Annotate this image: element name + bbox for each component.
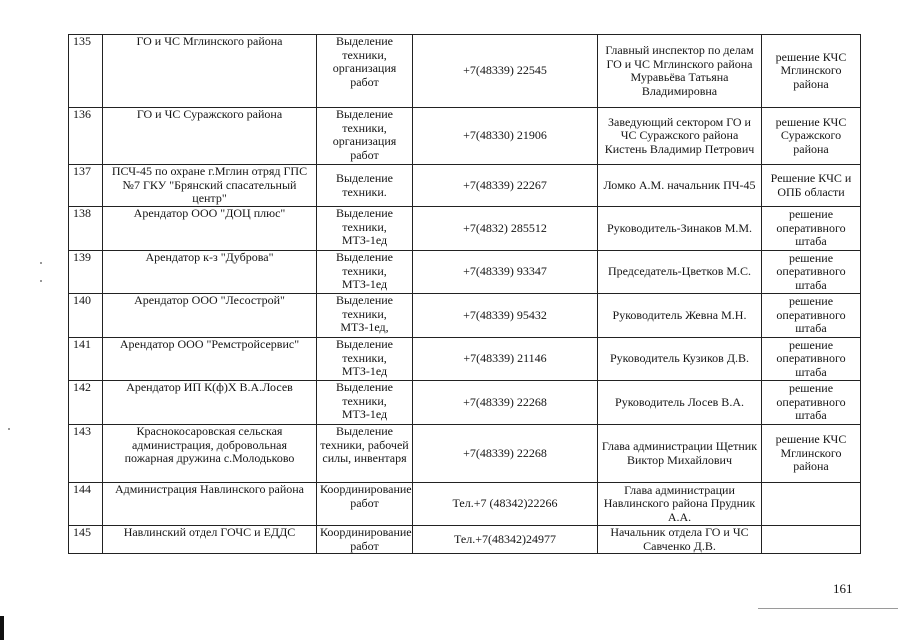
basis-cell: решение оперативного штаба: [762, 294, 861, 338]
basis-cell: [762, 526, 861, 554]
activity-cell: Координирование работ: [317, 483, 413, 526]
row-number: 145: [69, 526, 103, 554]
table-row: [69, 526, 861, 554]
activity-cell: Координирование работ: [317, 526, 413, 554]
activity-cell: Выделение техники, организация работ: [317, 108, 413, 165]
organization-cell: Арендатор ООО "Ремстройсервис": [103, 338, 317, 381]
table-body: [69, 35, 861, 554]
basis-cell: решение КЧС Суражского района: [762, 108, 861, 165]
contact-cell: Начальник отдела ГО и ЧС Савченко Д.В.: [598, 526, 762, 554]
contact-cell: Глава администрации Навлинского района Прудник А.А.: [598, 483, 762, 526]
table-row: [69, 35, 861, 108]
footer-divider: [758, 608, 898, 609]
phone-cell: Тел.+7(48342)24977: [413, 526, 598, 554]
organization-cell: ГО и ЧС Мглинского района: [103, 35, 317, 108]
row-number: 135: [69, 35, 103, 108]
contact-cell: Ломко А.М. начальник ПЧ-45: [598, 165, 762, 207]
contact-cell: Руководитель Жевна М.Н.: [598, 294, 762, 338]
table-row: [69, 294, 861, 338]
scan-speck: [8, 428, 10, 430]
table-row: [69, 425, 861, 483]
contact-cell: Председатель-Цветков М.С.: [598, 251, 762, 294]
phone-cell: +7(48339) 22268: [413, 425, 598, 483]
organization-cell: Арендатор ООО "Лесострой": [103, 294, 317, 338]
phone-cell: +7(4832) 285512: [413, 207, 598, 251]
contact-cell: Главный инспектор по делам ГО и ЧС Мглинского района Муравьёва Татьяна Владимировна: [598, 35, 762, 108]
activity-cell: Выделение техники, МТЗ-1ед: [317, 381, 413, 425]
row-number: 139: [69, 251, 103, 294]
phone-cell: +7(48339) 22267: [413, 165, 598, 207]
contact-cell: Глава администрации Щетник Виктор Михайлович: [598, 425, 762, 483]
phone-cell: Тел.+7 (48342)22266: [413, 483, 598, 526]
activity-cell: Выделение техники, МТЗ-1ед: [317, 251, 413, 294]
basis-cell: решение оперативного штаба: [762, 207, 861, 251]
table-row: [69, 483, 861, 526]
phone-cell: +7(48339) 21146: [413, 338, 598, 381]
basis-cell: решение оперативного штаба: [762, 381, 861, 425]
row-number: 142: [69, 381, 103, 425]
row-number: 144: [69, 483, 103, 526]
contact-cell: Руководитель Кузиков Д.В.: [598, 338, 762, 381]
phone-cell: +7(48339) 22545: [413, 35, 598, 108]
row-number: 143: [69, 425, 103, 483]
organization-cell: ПСЧ-45 по охране г.Мглин отряд ГПС №7 ГКУ "Брянский спасательный центр": [103, 165, 317, 207]
row-number: 141: [69, 338, 103, 381]
contact-cell: Руководитель-Зинаков М.М.: [598, 207, 762, 251]
basis-cell: Решение КЧС и ОПБ области: [762, 165, 861, 207]
contact-cell: Заведующий сектором ГО и ЧС Суражского района Кистень Владимир Петрович: [598, 108, 762, 165]
scan-speck: [40, 280, 42, 282]
basis-cell: решение оперативного штаба: [762, 338, 861, 381]
organization-cell: Администрация Навлинского района: [103, 483, 317, 526]
page-number: 161: [833, 581, 853, 596]
activity-cell: Выделение техники, МТЗ-1ед,: [317, 294, 413, 338]
table-row: [69, 381, 861, 425]
basis-cell: решение КЧС Мглинского района: [762, 425, 861, 483]
phone-cell: +7(48339) 22268: [413, 381, 598, 425]
basis-cell: [762, 483, 861, 526]
row-number: 140: [69, 294, 103, 338]
activity-cell: Выделение техники, МТЗ-1ед: [317, 338, 413, 381]
table-row: [69, 108, 861, 165]
scan-speck: [40, 262, 42, 264]
organization-cell: Арендатор к-з "Дуброва": [103, 251, 317, 294]
table-row: [69, 338, 861, 381]
contact-cell: Руководитель Лосев В.А.: [598, 381, 762, 425]
basis-cell: решение КЧС Мглинского района: [762, 35, 861, 108]
table-row: [69, 251, 861, 294]
basis-cell: решение оперативного штаба: [762, 251, 861, 294]
activity-cell: Выделение техники.: [317, 165, 413, 207]
scan-edge-mark: [0, 616, 4, 640]
row-number: 137: [69, 165, 103, 207]
row-number: 136: [69, 108, 103, 165]
activity-cell: Выделение техники, рабочей силы, инвентаря: [317, 425, 413, 483]
organization-cell: ГО и ЧС Суражского района: [103, 108, 317, 165]
agencies-table: [68, 34, 861, 554]
table-row: [69, 165, 861, 207]
phone-cell: +7(48339) 93347: [413, 251, 598, 294]
phone-cell: +7(48339) 95432: [413, 294, 598, 338]
table-row: [69, 207, 861, 251]
activity-cell: Выделение техники, организация работ: [317, 35, 413, 108]
organization-cell: Краснокосаровская сельская администрация, добровольная пожарная дружина с.Молодьково: [103, 425, 317, 483]
activity-cell: Выделение техники, МТЗ-1ед: [317, 207, 413, 251]
organization-cell: Арендатор ООО "ДОЦ плюс": [103, 207, 317, 251]
phone-cell: +7(48330) 21906: [413, 108, 598, 165]
organization-cell: Навлинский отдел ГОЧС и ЕДДС: [103, 526, 317, 554]
organization-cell: Арендатор ИП К(ф)Х В.А.Лосев: [103, 381, 317, 425]
row-number: 138: [69, 207, 103, 251]
